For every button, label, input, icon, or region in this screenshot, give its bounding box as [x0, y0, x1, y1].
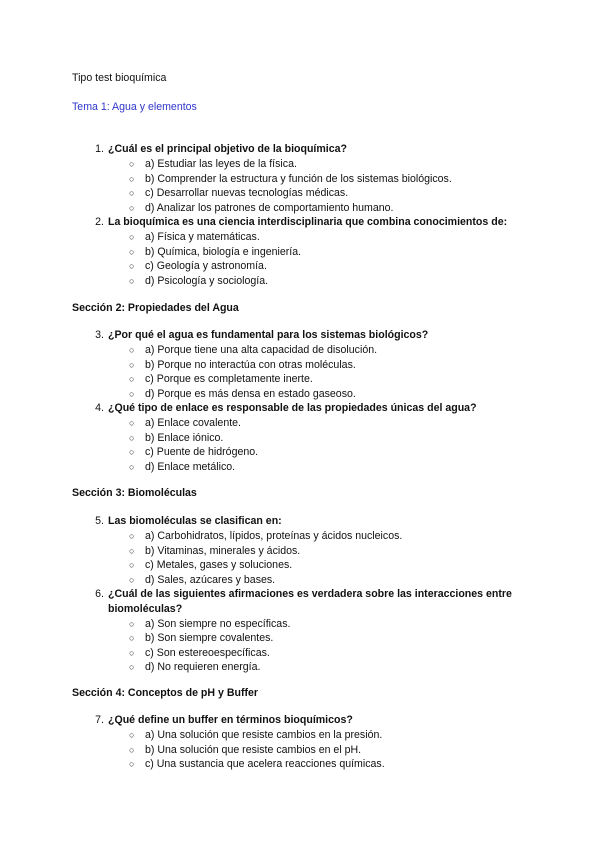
option-text: c) Puente de hidrógeno. [145, 446, 259, 458]
question-number: 2. [95, 216, 104, 228]
option [129, 544, 300, 559]
question-text: ¿Cuál es el principal objetivo de la bioquímica? [108, 143, 347, 155]
option-text: b) Vitaminas, minerales y ácidos. [145, 545, 301, 557]
option-text: a) Estudiar las leyes de la física. [145, 158, 297, 170]
option [129, 372, 313, 387]
option [129, 259, 267, 274]
option-text: d) Porque es más densa en estado gaseoso. [145, 388, 356, 400]
question-number: 3. [95, 329, 104, 341]
option [129, 728, 382, 743]
option-text: b) Son siempre covalentes. [145, 632, 274, 644]
bullet-icon: ○ [129, 174, 135, 184]
question-7 [90, 713, 540, 728]
option [129, 617, 290, 632]
bullet-icon: ○ [129, 462, 135, 472]
document-title: Tipo test bioquímica [72, 72, 167, 84]
option-text: d) Analizar los patrones de comportamiento humano. [145, 202, 394, 214]
bullet-icon: ○ [129, 374, 135, 384]
bullet-icon: ○ [129, 232, 135, 242]
bullet-icon: ○ [129, 745, 135, 755]
option [129, 631, 273, 646]
option-text: d) No requieren energía. [145, 661, 261, 673]
option-text: c) Son estereoespecíficas. [145, 647, 270, 659]
question-number: 5. [95, 515, 104, 527]
bullet-icon: ○ [129, 575, 135, 585]
option [129, 529, 402, 544]
question-text: ¿Por qué el agua es fundamental para los sistemas biológicos? [108, 329, 429, 341]
bullet-icon: ○ [129, 159, 135, 169]
bullet-icon: ○ [129, 261, 135, 271]
option-text: d) Enlace metálico. [145, 461, 236, 473]
option-text: b) Comprender la estructura y función de los sistemas biológicos. [145, 173, 452, 185]
option-text: c) Metales, gases y soluciones. [145, 559, 293, 571]
option [129, 245, 301, 260]
option-text: d) Psicología y sociología. [145, 275, 269, 287]
option-text: a) Carbohidratos, lípidos, proteínas y ácidos nucleicos. [145, 530, 403, 542]
option-text: b) Porque no interactúa con otras moléculas. [145, 359, 356, 371]
question-text: Las biomoléculas se clasifican en: [108, 515, 282, 527]
option-text: b) Enlace iónico. [145, 432, 224, 444]
question-text: ¿Qué define un buffer en términos bioquímicos? [108, 714, 353, 726]
option [129, 573, 275, 588]
option [129, 230, 260, 245]
question-5 [90, 514, 540, 529]
option [129, 387, 356, 402]
bullet-icon: ○ [129, 433, 135, 443]
option-text: a) Porque tiene una alta capacidad de disolución. [145, 344, 378, 356]
bullet-icon: ○ [129, 648, 135, 658]
section-heading: Sección 3: Biomoléculas [72, 487, 197, 499]
option [129, 358, 356, 373]
question-text: La bioquímica es una ciencia interdisciplinaria que combina conocimientos de: [108, 216, 508, 228]
question-number: 1. [95, 143, 104, 155]
bullet-icon: ○ [129, 633, 135, 643]
option [129, 172, 452, 187]
bullet-icon: ○ [129, 389, 135, 399]
bullet-icon: ○ [129, 730, 135, 740]
bullet-icon: ○ [129, 546, 135, 556]
question-number: 7. [95, 714, 104, 726]
bullet-icon: ○ [129, 276, 135, 286]
question-text: ¿Qué tipo de enlace es responsable de las propiedades únicas del agua? [108, 402, 477, 414]
option-text: c) Desarrollar nuevas tecnologías médicas. [145, 187, 349, 199]
bullet-icon: ○ [129, 447, 135, 457]
bullet-icon: ○ [129, 188, 135, 198]
option-text: b) Una solución que resiste cambios en el pH. [145, 744, 362, 756]
question-2 [90, 215, 540, 230]
option [129, 186, 348, 201]
question-6 [90, 587, 520, 617]
question-4 [90, 401, 540, 416]
option-text: a) Enlace covalente. [145, 417, 241, 429]
option-text: a) Física y matemáticas. [145, 231, 260, 243]
option [129, 558, 292, 573]
option-text: c) Porque es completamente inerte. [145, 373, 313, 385]
option [129, 445, 258, 460]
question-3 [90, 328, 540, 343]
option-text: c) Una sustancia que acelera reacciones químicas. [145, 758, 385, 770]
bullet-icon: ○ [129, 560, 135, 570]
bullet-icon: ○ [129, 662, 135, 672]
option [129, 757, 385, 772]
option [129, 431, 223, 446]
option-text: a) Una solución que resiste cambios en la presión. [145, 729, 383, 741]
bullet-icon: ○ [129, 418, 135, 428]
option [129, 743, 361, 758]
question-number: 4. [95, 402, 104, 414]
question-1 [90, 142, 540, 157]
option [129, 201, 394, 216]
bullet-icon: ○ [129, 360, 135, 370]
option [129, 157, 297, 172]
option-text: b) Química, biología e ingeniería. [145, 246, 302, 258]
section-heading: Sección 2: Propiedades del Agua [72, 302, 239, 314]
question-number: 6. [95, 588, 104, 600]
bullet-icon: ○ [129, 247, 135, 257]
option [129, 660, 260, 675]
option-text: d) Sales, azúcares y bases. [145, 574, 276, 586]
bullet-icon: ○ [129, 203, 135, 213]
bullet-icon: ○ [129, 345, 135, 355]
bullet-icon: ○ [129, 619, 135, 629]
option-text: a) Son siempre no específicas. [145, 618, 291, 630]
section-heading: Sección 4: Conceptos de pH y Buffer [72, 687, 259, 699]
option-text: c) Geología y astronomía. [145, 260, 267, 272]
option [129, 416, 241, 431]
question-text: ¿Cuál de las siguientes afirmaciones es verdadera sobre las interacciones entre biomoléculas? [108, 588, 512, 615]
bullet-icon: ○ [129, 759, 135, 769]
bullet-icon: ○ [129, 531, 135, 541]
option [129, 646, 270, 661]
option [129, 460, 235, 475]
option [129, 343, 377, 358]
topic-heading: Tema 1: Agua y elementos [72, 101, 197, 113]
option [129, 274, 268, 289]
